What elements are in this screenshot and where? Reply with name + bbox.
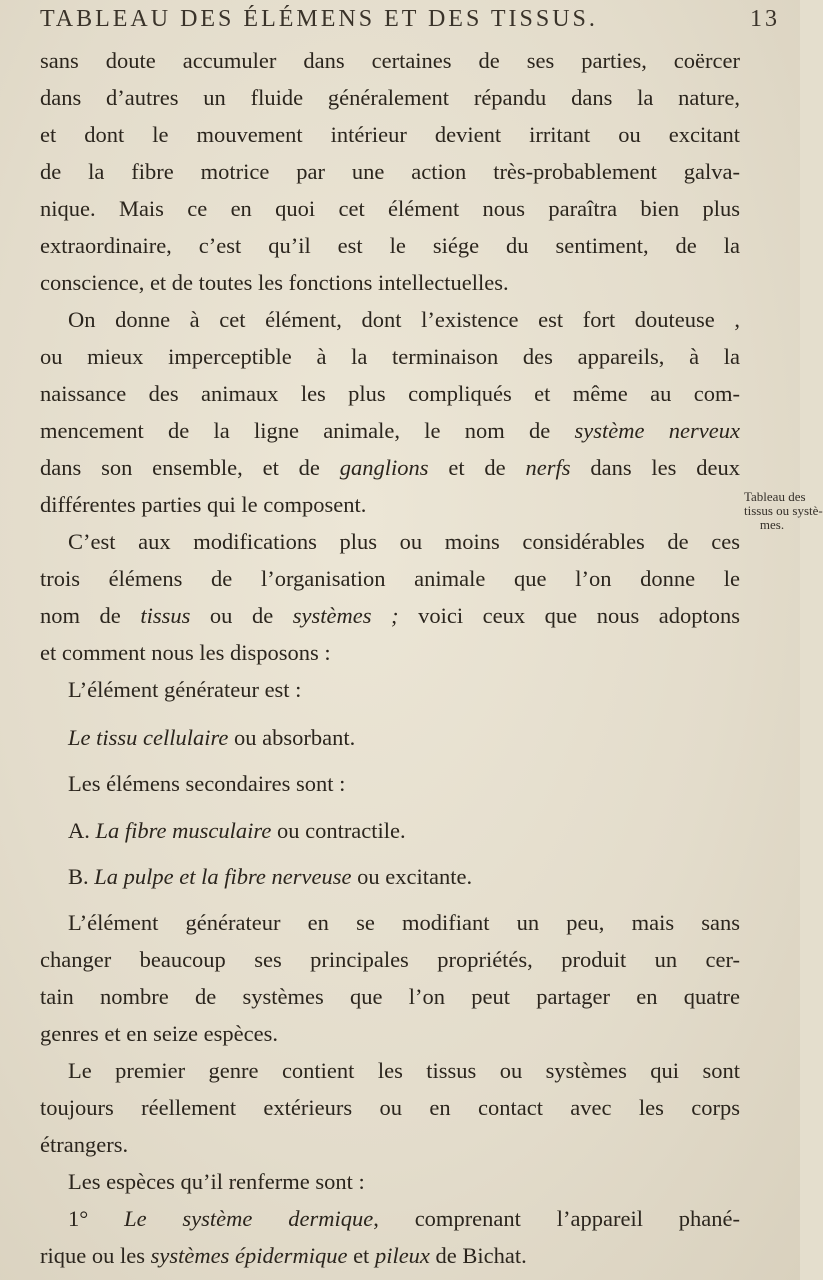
- text-line: [40, 1241, 527, 1271]
- text-run: dans les deux: [570, 455, 740, 480]
- text-line: C’est aux modifications plus ou moins considérables de ces: [68, 529, 740, 554]
- text-run: ou excitante.: [351, 864, 473, 889]
- list-marker: B.: [68, 864, 95, 889]
- text-run: ou de: [190, 603, 293, 628]
- text-run: de Bichat.: [429, 1243, 527, 1268]
- text-line: Le premier genre contient les tissus ou systèmes qui sont: [68, 1058, 740, 1083]
- text-line: [40, 453, 740, 483]
- text-line: L’élément générateur en se modifiant un peu, mais sans: [68, 910, 740, 935]
- text-line: nique. Mais ce en quoi cet élément nous paraîtra bien plus: [40, 196, 740, 221]
- page-number: 13: [750, 6, 780, 32]
- running-head: [40, 4, 780, 40]
- running-title: TABLEAU DES ÉLÉMENS ET DES TISSUS.: [40, 6, 598, 32]
- emphasis-nerfs: nerfs: [525, 455, 571, 480]
- emphasis-systemes: systèmes ;: [292, 603, 399, 628]
- text-run: et de: [428, 455, 526, 480]
- text-run: nom de: [40, 603, 141, 628]
- text-run: voici ceux que nous adoptons: [398, 603, 740, 628]
- text-run: et: [347, 1243, 375, 1268]
- text-line: [68, 862, 472, 892]
- text-line: différentes parties qui le composent.: [40, 492, 367, 517]
- margin-note-line: mes.: [759, 517, 785, 532]
- text-run: , comprenant l’appareil phané-: [373, 1206, 741, 1231]
- list-marker: A.: [68, 818, 96, 843]
- text-run: dans son ensemble, et de: [40, 455, 340, 480]
- text-run: rique ou les: [40, 1243, 151, 1268]
- emphasis-tissus: tissus: [140, 603, 191, 628]
- text-line: L’élément générateur est :: [68, 677, 302, 702]
- text-line: toujours réellement extérieurs ou en contact avec les corps: [40, 1095, 740, 1120]
- emphasis-pileux: pileux: [374, 1243, 430, 1268]
- text-line: sans doute accumuler dans certaines de ses parties, coërcer: [40, 48, 740, 73]
- text-line: et comment nous les disposons :: [40, 640, 331, 665]
- list-marker: 1°: [68, 1206, 125, 1231]
- emphasis-systemes-epidermique: systèmes épidermique: [150, 1243, 348, 1268]
- margin-note-line: Tableau des: [744, 489, 806, 504]
- text-line: de la fibre motrice par une action très-probablement galva-: [40, 159, 740, 184]
- text-line: étrangers.: [40, 1132, 129, 1157]
- emphasis-systeme-dermique: Le système dermique: [124, 1206, 374, 1231]
- text-line: [68, 816, 406, 846]
- text-line: [40, 601, 740, 631]
- text-line: dans d’autres un fluide généralement répandu dans la nature,: [40, 85, 740, 110]
- text-line: [40, 416, 740, 446]
- text-line: trois élémens de l’organisation animale que l’on donne le: [40, 566, 740, 591]
- text-line: conscience, et de toutes les fonctions intellectuelles.: [40, 270, 509, 295]
- emphasis-fibre-musculaire: La fibre musculaire: [95, 818, 272, 843]
- emphasis-tissu-cellulaire: Le tissu cellulaire: [68, 725, 229, 750]
- emphasis-systeme-nerveux: système nerveux: [574, 418, 740, 443]
- text-run: mencement de la ligne animale, le nom de: [40, 418, 575, 443]
- emphasis-ganglions: ganglions: [339, 455, 429, 480]
- text-line: genres et en seize espèces.: [40, 1021, 278, 1046]
- text-line: Les espèces qu’il renferme sont :: [68, 1169, 365, 1194]
- text-line: tain nombre de systèmes que l’on peut partager en quatre: [40, 984, 740, 1009]
- text-line: Les élémens secondaires sont :: [68, 771, 346, 796]
- text-run: ou absorbant.: [228, 725, 356, 750]
- text-line: naissance des animaux les plus compliqués et même au com-: [40, 381, 740, 406]
- emphasis-pulpe-fibre-nerveuse: La pulpe et la fibre nerveuse: [94, 864, 352, 889]
- text-line: et dont le mouvement intérieur devient irritant ou excitant: [40, 122, 740, 147]
- text-line: [68, 723, 355, 753]
- text-line: On donne à cet élément, dont l’existence est fort douteuse ,: [68, 307, 740, 332]
- text-run: ou contractile.: [271, 818, 406, 843]
- text-line: ou mieux imperceptible à la terminaison des appareils, à la: [40, 344, 740, 369]
- text-line: [68, 1204, 740, 1234]
- margin-note-line: tissus ou systè-: [744, 503, 823, 518]
- text-line: extraordinaire, c’est qu’il est le siége du sentiment, de la: [40, 233, 740, 258]
- margin-note: [744, 489, 823, 532]
- text-line: changer beaucoup ses principales propriétés, produit un cer-: [40, 947, 740, 972]
